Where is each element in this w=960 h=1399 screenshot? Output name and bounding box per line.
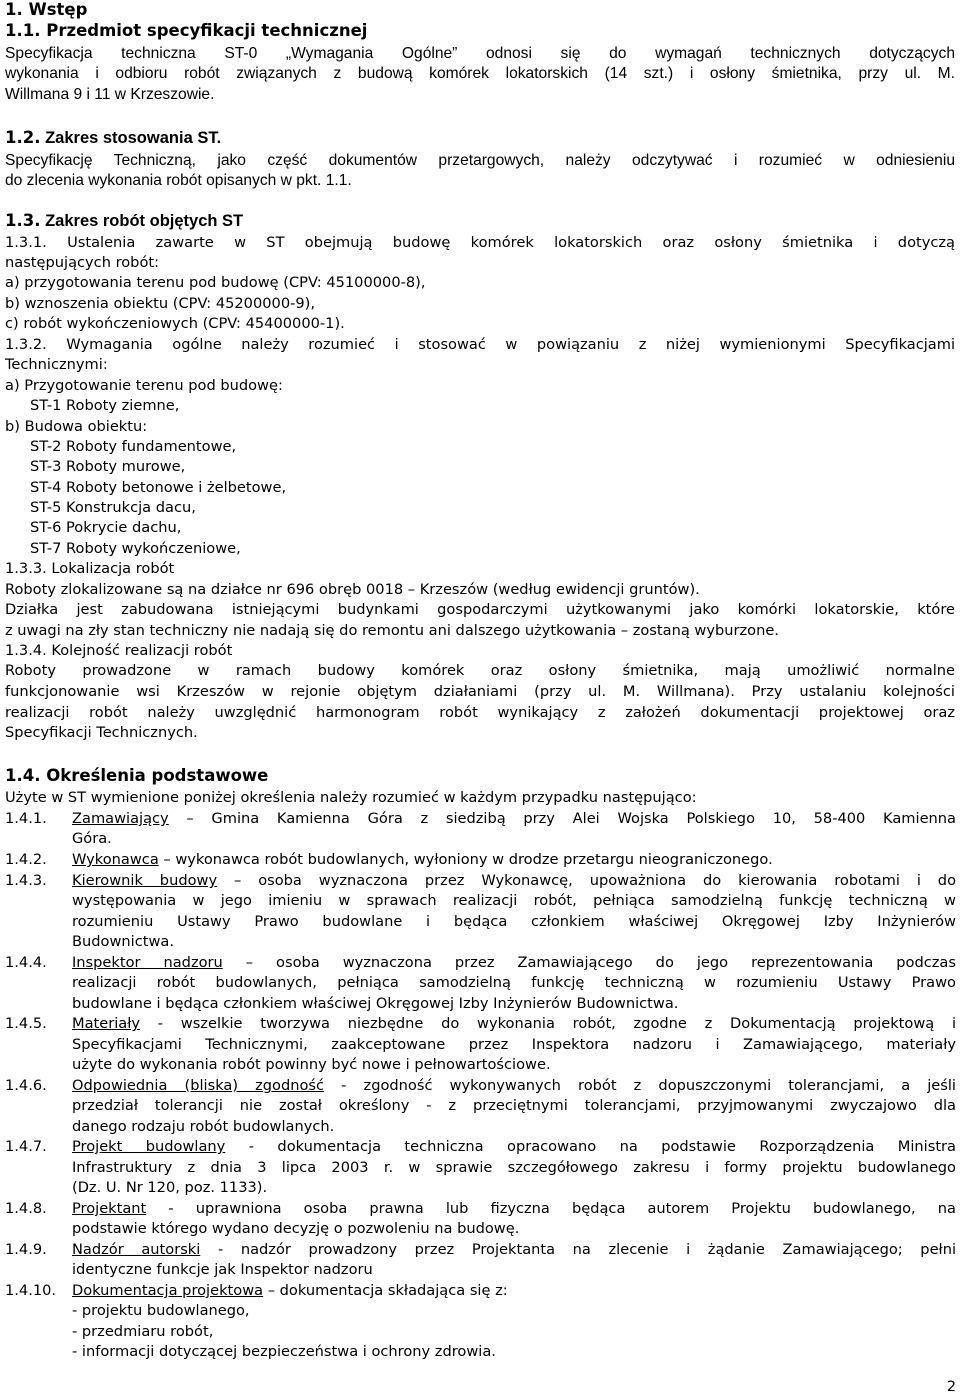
subheading-1-3-4: 1.3.4. Kolejność realizacji robót <box>5 642 233 659</box>
definition-line: występowania w jego imieniu w sprawach realizacji robót, pełniąca samodzielną funkcję techniczną w <box>72 892 956 909</box>
definition-line: rozumieniu Ustawy Prawo budowlane i będąca członkiem właściwej Okręgowej Izby Inżynierów <box>72 913 956 930</box>
paragraph-1-4-intro: Użyte w ST wymienione poniżej określenia należy rozumieć w każdym przypadku następująco: <box>5 789 697 806</box>
subheading-1-3-3: 1.3.3. Lokalizacja robót <box>5 560 175 577</box>
definition-number: 1.4.6. <box>5 1077 47 1094</box>
list-item-b: b) wznoszenia obiektu (CPV: 45200000-9), <box>5 295 315 312</box>
paragraph-1-1-line-1: Specyfikacja techniczna ST-0 „Wymagania Ogólne” odnosi się do wymagań technicznych dotyczących <box>5 45 955 62</box>
heading-1-number: 1. <box>5 0 23 19</box>
definition-line: budowlane i będąca członkiem właściwej Okręgowej Izby Inżynierów Budownictwa. <box>72 995 679 1012</box>
definition-line: (Dz. U. Nr 120, poz. 1133). <box>72 1179 268 1196</box>
definition-text: – osoba wyznaczona przez Zamawiającego do jego reprezentowania podczas <box>222 954 956 971</box>
paragraph-1-3-3-line-3: z uwagi na zły stan techniczny nie nadają się do remontu ani dalszego użytkowania – zostaną wyburzone. <box>5 622 779 639</box>
definition-line: danego rodzaju robót budowlanych. <box>72 1118 335 1135</box>
definition-line: identyczne funkcje jak Inspektor nadzoru <box>72 1261 373 1278</box>
heading-1 <box>5 0 87 20</box>
paragraph-1-3-3-line-2: Działka jest zabudowana istniejącymi budynkami gospodarczymi użytkowanymi jako komórki lokatorskie, które <box>5 601 955 618</box>
definition-number: 1.4.1. <box>5 810 47 827</box>
definition-term: Dokumentacja projektowa <box>72 1282 264 1299</box>
definition-line <box>72 1281 508 1301</box>
definition-line <box>72 953 956 973</box>
paragraph-1-2-line-2: do zlecenia wykonania robót opisanych w pkt. 1.1. <box>5 172 352 189</box>
heading-1-4-title: Określenia podstawowe <box>46 766 269 785</box>
paragraph-1-1-line-3: Willmana 9 i 11 w Krzeszowie. <box>5 86 215 103</box>
definition-term: Inspektor nadzoru <box>72 954 223 971</box>
paragraph-1-3-3-line-1: Roboty zlokalizowane są na działce nr 696 obręb 0018 – Krzeszów (według ewidencji gruntów). <box>5 581 700 598</box>
heading-1-3-number: 1.3. <box>5 211 41 230</box>
paragraph-1-3-2-line-1: 1.3.2. Wymagania ogólne należy rozumieć i stosować w powiązaniu z niżej wymienionymi Specyfikacjami <box>5 336 955 353</box>
definition-number: 1.4.5. <box>5 1015 47 1032</box>
definition-text: - nadzór prowadzony przez Projektanta na zlecenie i żądanie Zamawiającego; pełni <box>200 1241 956 1258</box>
paragraph-1-3-4-line-1: Roboty prowadzone w ramach budowy komórek oraz osłony śmietnika, mają umożliwić normalne <box>5 662 955 679</box>
definition-list-item: - informacji dotyczącej bezpieczeństwa i ochrony zdrowia. <box>72 1343 496 1360</box>
definition-term: Odpowiednia (bliska) zgodność <box>72 1077 325 1094</box>
definition-line <box>72 1014 956 1034</box>
definition-text: - zgodność wykonywanych robót z dopuszczonymi tolerancjami, a jeśli <box>324 1077 956 1094</box>
definition-term: Projektant <box>72 1200 147 1217</box>
list-subitem: ST-2 Roboty fundamentowe, <box>30 438 237 455</box>
definition-line: Budownictwa. <box>72 933 174 950</box>
definition-number: 1.4.8. <box>5 1200 47 1217</box>
definition-text: – osoba wyznaczona przez Wykonawcę, upoważniona do kierowania robotami i do <box>217 872 956 889</box>
definition-line: użyte do wykonania robót powinny być nowe i pełnowartościowe. <box>72 1056 551 1073</box>
definition-line: przedział tolerancji nie został określony - z przeciętnymi tolerancjami, przyjmowanymi zwyczajowo dla <box>72 1097 956 1114</box>
definition-line <box>72 809 956 829</box>
list-subitem: ST-7 Roboty wykończeniowe, <box>30 540 241 557</box>
paragraph-1-1-line-2: wykonania i odbioru robót związanych z budową komórek lokatorskich (14 szt.) i osłony śmietnika, przy ul. M. <box>5 65 955 82</box>
definition-line: podstawie którego wydano decyzję o pozwoleniu na budowę. <box>72 1220 520 1237</box>
paragraph-1-3-1-line-2: następujących robót: <box>5 254 160 271</box>
definition-line: Infrastruktury z dnia 3 lipca 2003 r. w sprawie szczegółowego zakresu i formy projektu budowlanego <box>72 1159 956 1176</box>
list-item-b: b) Budowa obiektu: <box>5 418 148 435</box>
definition-line <box>72 1199 956 1219</box>
list-subitem: ST-6 Pokrycie dachu, <box>30 519 182 536</box>
definition-line: realizacji robót budowlanych, pełniąca samodzielną funkcję techniczną w rozumieniu Ustawy Prawo <box>72 974 956 991</box>
definition-text: - dokumentacja techniczna opracowano na podstawie Rozporządzenia Ministra <box>225 1138 956 1155</box>
heading-1-2-number: 1.2. <box>5 128 41 147</box>
heading-1-3 <box>5 211 243 231</box>
definition-number: 1.4.10. <box>5 1282 57 1299</box>
definition-term: Zamawiający <box>72 810 169 827</box>
heading-1-4-number: 1.4. <box>5 766 41 785</box>
list-subitem: ST-5 Konstrukcja dacu, <box>30 499 196 516</box>
definition-text: – Gmina Kamienna Góra z siedzibą przy Alei Wojska Polskiego 10, 58-400 Kamienna <box>168 810 956 827</box>
definition-term: Kierownik budowy <box>72 872 218 889</box>
definition-line: Góra. <box>72 830 112 847</box>
heading-1-1 <box>5 21 367 41</box>
heading-1-title: Wstęp <box>28 0 88 19</box>
list-subitem: ST-3 Roboty murowe, <box>30 458 186 475</box>
definition-number: 1.4.9. <box>5 1241 47 1258</box>
definition-number: 1.4.3. <box>5 872 47 889</box>
heading-1-2 <box>5 128 221 148</box>
definition-text: - uprawniona osoba prawna lub fizyczna będąca autorem Projektu budowlanego, na <box>146 1200 956 1217</box>
paragraph-1-3-2-line-2: Technicznymi: <box>5 356 108 373</box>
paragraph-1-3-4-line-2: funkcjonowanie wsi Krzeszów w rejonie objętym działaniami (przy ul. M. Willmana). Przy ustalaniu kolejności <box>5 683 955 700</box>
definition-term: Materiały <box>72 1015 141 1032</box>
definition-number: 1.4.4. <box>5 954 47 971</box>
list-item-c: c) robót wykończeniowych (CPV: 45400000-1). <box>5 315 345 332</box>
definition-line <box>72 1137 956 1157</box>
list-item-a: a) Przygotowanie terenu pod budowę: <box>5 377 283 394</box>
definition-number: 1.4.7. <box>5 1138 47 1155</box>
definition-text: – wykonawca robót budowlanych, wyłoniony w drodze przetargu nieograniczonego. <box>158 851 773 868</box>
definition-term: Nadzór autorski <box>72 1241 201 1258</box>
definition-line <box>72 850 773 870</box>
paragraph-1-3-4-line-4: Specyfikacji Technicznych. <box>5 724 198 741</box>
heading-1-2-title: Zakres stosowania ST. <box>45 129 222 147</box>
list-subitem: ST-4 Roboty betonowe i żelbetowe, <box>30 479 287 496</box>
definition-term: Wykonawca <box>72 851 159 868</box>
definition-text: – dokumentacja składająca się z: <box>263 1282 508 1299</box>
definition-list-item: - przedmiaru robót, <box>72 1323 214 1340</box>
paragraph-1-2-line-1: Specyfikację Techniczną, jako część dokumentów przetargowych, należy odczytywać i rozumieć w odniesieniu <box>5 152 955 169</box>
definition-line <box>72 871 956 891</box>
definition-line <box>72 1240 956 1260</box>
heading-1-4 <box>5 766 268 786</box>
heading-1-3-title: Zakres robót objętych ST <box>45 212 244 230</box>
definition-term: Projekt budowlany <box>72 1138 226 1155</box>
definition-number: 1.4.2. <box>5 851 47 868</box>
paragraph-1-3-1-line-1: 1.3.1. Ustalenia zawarte w ST obejmują budowę komórek lokatorskich oraz osłony śmietnika i dotyczą <box>5 234 955 251</box>
list-subitem: ST-1 Roboty ziemne, <box>30 397 180 414</box>
definition-list-item: - projektu budowlanego, <box>72 1302 250 1319</box>
paragraph-1-3-4-line-3: realizacji robót należy uwzględnić harmonogram robót wynikający z założeń dokumentacji projektowej oraz <box>5 704 955 721</box>
heading-1-1-number: 1.1. <box>5 21 41 40</box>
definition-text: - wszelkie tworzywa niezbędne do wykonania robót, zgodne z Dokumentacją projektową i <box>140 1015 956 1032</box>
list-item-a: a) przygotowania terenu pod budowę (CPV: 45100000-8), <box>5 274 426 291</box>
definition-line <box>72 1076 956 1096</box>
heading-1-1-title: Przedmiot specyfikacji technicznej <box>46 21 368 40</box>
definition-line: Specyfikacjami Technicznymi, zaakceptowane przez Inspektora nadzoru i Zamawiającego, materiały <box>72 1036 956 1053</box>
page-number: 2 <box>946 1378 956 1395</box>
